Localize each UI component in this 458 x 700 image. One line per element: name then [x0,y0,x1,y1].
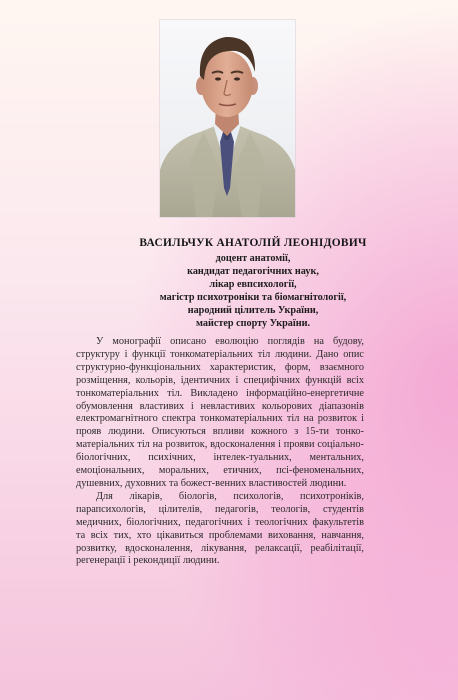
author-title-line: доцент анатомії, [215,253,291,264]
author-title-line: майстер спорту України. [195,318,310,329]
author-portrait-photo [160,20,295,217]
author-name: ВАСИЛЬЧУК АНАТОЛІЙ ЛЕОНІДОВИЧ [139,237,367,249]
author-title-line: народний цілитель України, [187,305,319,316]
author-info [0,236,458,330]
author-title-line: лікар евпсихології, [209,279,297,290]
author-title-line: кандидат педагогічних наук, [187,266,319,277]
book-annotation [76,336,364,568]
author-title-line: магістр психотроніки та біомагнітології, [159,292,347,303]
annotation-paragraph-description: У монографії описано еволюцію поглядів на будову, структуру і функції тонкоматеріальних тіл людини. Дано опис структурно-функціональних характеристик, форм, взаємного розміщення, кольорів, ідентичних і специфічних функцій всіх тонкоматеріальних тіл. Викладено інформаційно-енергетичне обумовлення властивих і невластивих кольорових діапазонів електромагнітного спектра тонкоматеріальних тіл на розвиток і прояв людини. Описуються впливи кожного з 15-ти тонко-матеріальних тіл на розвиток, вдосконалення і прояви соціально-біологічних, психічних, інтелек-туальних, ментальних, емоціональних, моральних, етичних, псі-феноменальних, душевних, духовних та божест-венних властивостей людини. [76,336,364,489]
annotation-paragraph-audience: Для лікарів, біологів, психологів, психотроніків, парапсихологів, цілителів, педагогів, теологів, студентів медичних, біологічних, педагогічних і теологічних факультетів та всіх тих, хто цікавиться проблемами виховання, навчання, розвитку, вдосконалення, лікування, релаксації, реабілітації, регенерації і рекондиції людини. [76,490,364,567]
author-titles-list [48,252,458,330]
author-portrait-illustration [160,20,295,217]
